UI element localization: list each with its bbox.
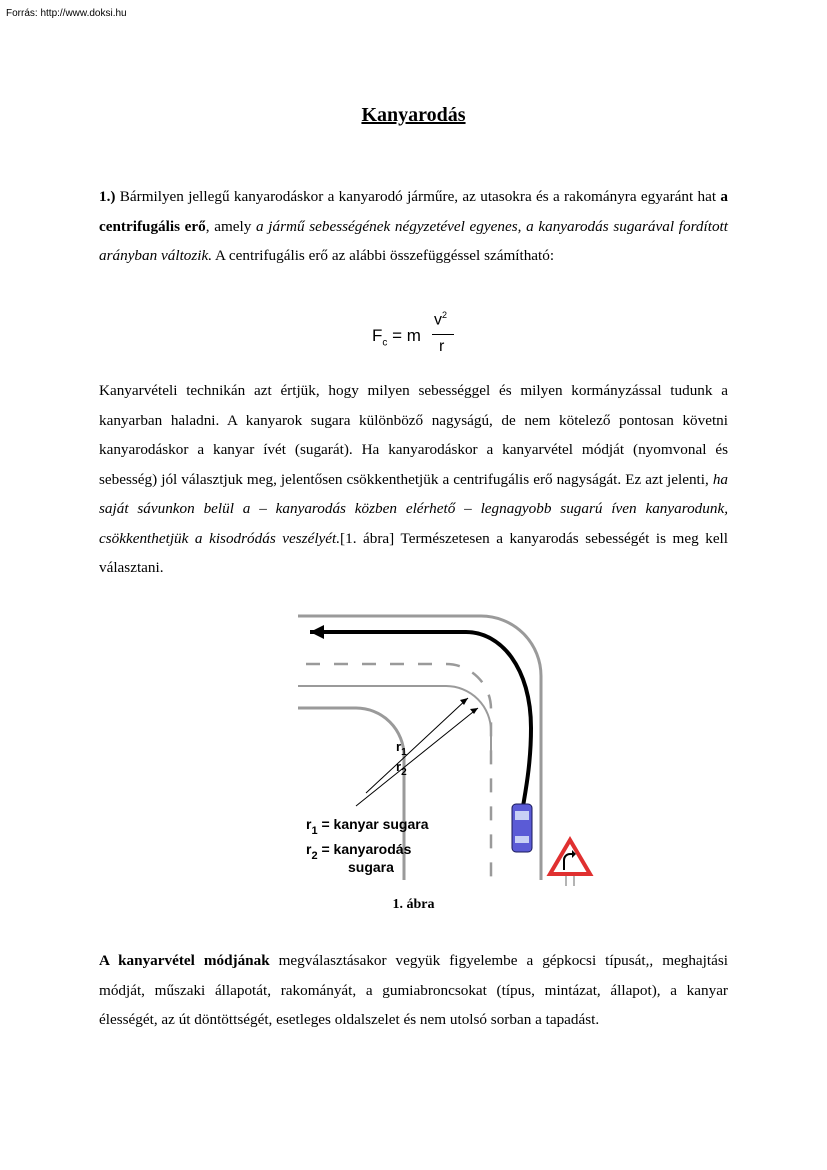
formula-v-sup: 2: [442, 310, 448, 320]
formula-f-sub: c: [382, 337, 388, 349]
trajectory-arrowhead: [310, 625, 324, 639]
p3-bold: A kanyarvétel módjának: [99, 952, 270, 969]
figure-cornering-diagram: [296, 608, 596, 888]
car-icon: [512, 804, 532, 852]
radius-r1-line: [366, 698, 468, 793]
curve-warning-sign-icon: [550, 840, 590, 886]
paragraph-1: [99, 182, 728, 271]
p1-text-2: , amely: [205, 217, 257, 235]
formula-lhs: [372, 326, 421, 348]
formula-f: F: [372, 326, 383, 345]
lane-curve: [298, 686, 491, 758]
p1-italic-definition: a jármű sebességének négyzetével egyenes, a kanyarodás sugarával fordított arányban változik.: [99, 217, 728, 264]
figure-caption: 1. ábra: [392, 897, 435, 912]
p1-text-3: A centrifugális erő az alábbi összefüggéssel számítható:: [212, 247, 555, 264]
r2-label: $r_2$: [396, 759, 407, 778]
formula-eq-m: = m: [387, 326, 421, 345]
source-note: Forrás: http://www.doksi.hu: [6, 8, 127, 19]
paragraph-2: [99, 376, 728, 583]
p2-text-2: [1. ábra] Természetesen a kanyarodás sebességét is meg kell választani.: [99, 529, 728, 576]
legend-r2: $r_2$ = kanyarodás: [306, 841, 412, 862]
page-title: Kanyarodás: [361, 104, 466, 126]
p1-bold-centrifugal: a centrifugális erő: [99, 188, 728, 235]
formula-fraction-bar: [432, 334, 454, 335]
p3-text: megválasztásakor vegyük figyelembe a gépkocsi típusát,, meghajtási módját, műszaki állapotát, rakományát, a gumiabroncsokat (típus, mintázat, állapot), a kanyar élességét, az út döntöttségét, esetleges oldalszelet és nem utolsó sorban a tapadást.: [99, 952, 728, 1028]
radius-r2-line: [356, 708, 478, 806]
r1-label: $r_1$: [396, 739, 407, 758]
p2-text-1: Kanyarvételi technikán azt értjük, hogy milyen sebességgel és milyen kormányzással tudunk a kanyarban haladni. A kanyarok sugara különböző nagyságú, de nem kötelező pontosan követni kanyarodáskor a kanyar ívét (sugarát). Ha kanyarodáskor a kanyarvétel módját (nyomvonal és sebesség) jól választjuk meg, jelentősen csökkenthetjük a centrifugális erő nagyságát. Ez azt jelenti,: [99, 382, 728, 488]
p2-italic: ha saját sávunkon belül a – kanyarodás közben elérhető – legnagyobb sugarú íven kanyarodunk, csökkenthetjük a kisodródás veszélyét.: [99, 470, 728, 547]
formula-v: v: [434, 311, 442, 329]
legend-r2-cont: sugara: [348, 859, 394, 875]
trajectory-line: [310, 632, 531, 813]
centrifugal-formula: [372, 308, 482, 360]
paragraph-number: 1.): [99, 188, 116, 205]
formula-numerator: [434, 310, 447, 329]
formula-denominator: r: [439, 338, 445, 355]
paragraph-3: [99, 946, 728, 1035]
p1-text-1: Bármilyen jellegű kanyarodáskor a kanyarodó járműre, az utasokra és a rakományra egyaránt hat: [115, 188, 721, 205]
legend-r1: $r_1$ = kanyar sugara: [306, 816, 429, 837]
